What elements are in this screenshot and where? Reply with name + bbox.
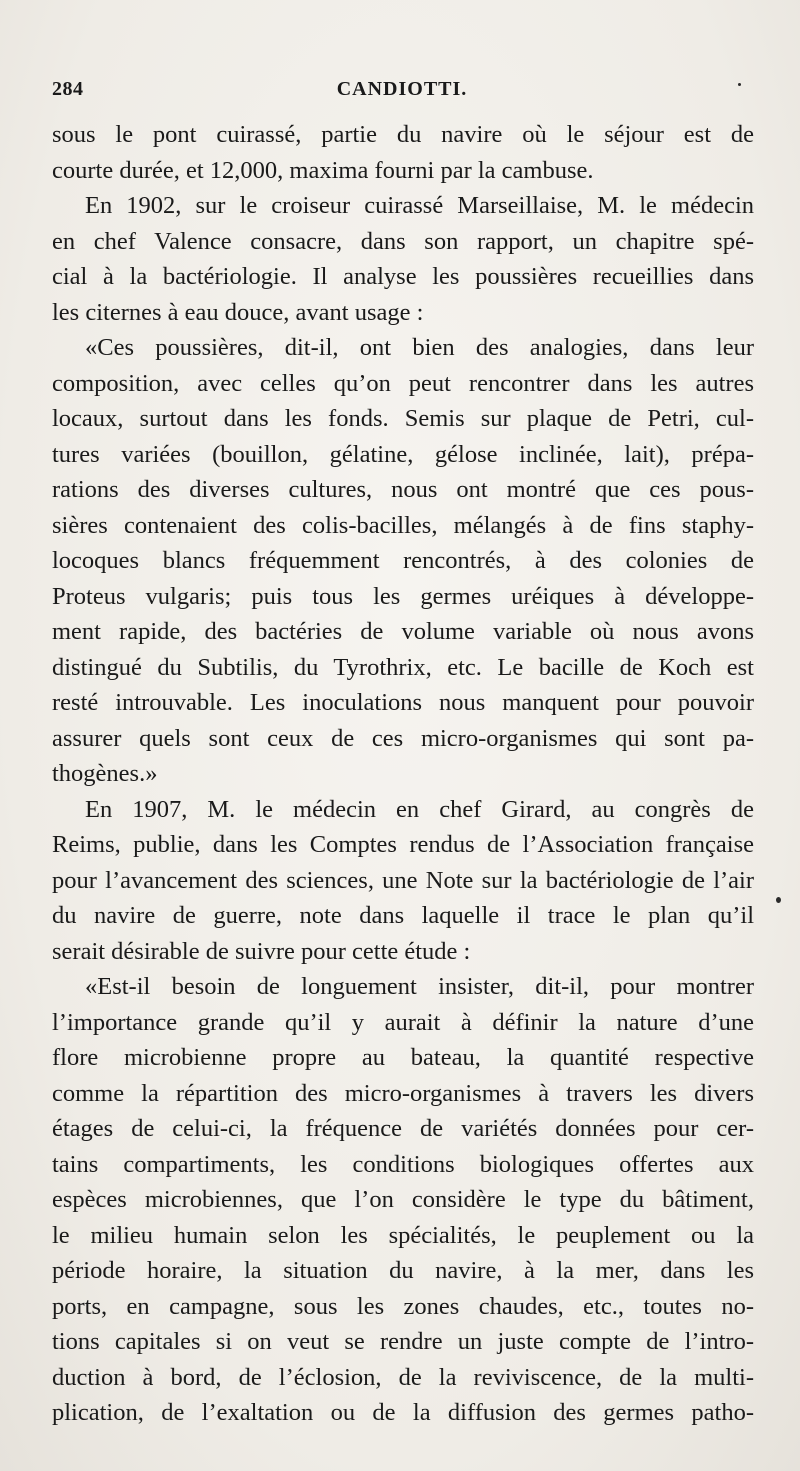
running-head: CANDIOTTI. [336,78,468,100]
text-line: cial à la bactériologie. Il analyse les poussières recueillies dans [52,263,754,290]
text-line: les citernes à eau douce, avant usage : [52,298,424,326]
text-line: étages de celui-ci, la fréquence de variétés données pour cer- [52,1115,754,1142]
text-line: rations des diverses cultures, nous ont montré que ces pous- [52,476,754,503]
body-text [52,117,754,1431]
text-line: resté introuvable. Les inoculations nous manquent pour pouvoir [52,689,754,716]
text-line: Reims, publie, dans les Comptes rendus de l’Association française [52,831,754,858]
text-line: En 1902, sur le croiseur cuirassé Marseillaise, M. le médecin [85,192,754,219]
text-line: comme la répartition des micro-organismes à travers les divers [52,1079,754,1107]
text-line: «Ces poussières, dit-il, ont bien des analogies, dans leur [85,334,754,361]
text-line: assurer quels sont ceux de ces micro-organismes qui sont pa- [52,724,754,752]
text-line: tions capitales si on veut se rendre un juste compte de l’intro- [52,1328,754,1355]
text-line: locaux, surtout dans les fonds. Semis sur plaque de Petri, cul- [52,405,754,432]
page-number: 284 [52,78,84,100]
text-line: locoques blancs fréquemment rencontrés, à des colonies de [52,547,754,574]
text-line: duction à bord, de l’éclosion, de la reviviscence, de la multi- [52,1363,754,1391]
text-line: composition, avec celles qu’on peut rencontrer dans les autres [52,369,754,397]
text-line: du navire de guerre, note dans laquelle il trace le plan qu’il [52,902,754,929]
text-line: espèces microbiennes, que l’on considère le type du bâtiment, [52,1186,754,1213]
text-line: Proteus vulgaris; puis tous les germes uréiques à développe- [52,582,754,610]
text-line: sous le pont cuirassé, partie du navire où le séjour est de [52,121,754,148]
text-line: le milieu humain selon les spécialités, le peuplement ou la [52,1221,754,1249]
text-line: ports, en campagne, sous les zones chaudes, etc., toutes no- [52,1292,754,1320]
text-line: serait désirable de suivre pour cette étude : [52,937,471,965]
text-line: thogènes.» [52,760,158,787]
text-line: sières contenaient des colis-bacilles, mélangés à de fins staphy- [52,511,754,539]
ink-speck [776,897,781,903]
text-line: tures variées (bouillon, gélatine, gélose inclinée, lait), prépa- [52,440,754,468]
ink-speck [738,83,741,86]
text-line: l’importance grande qu’il y aurait à définir la nature d’une [52,1008,754,1036]
text-line: période horaire, la situation du navire, à la mer, dans les [52,1257,754,1284]
text-line: pour l’avancement des sciences, une Note sur la bactériologie de l’air [52,866,754,894]
page-header [52,78,752,110]
text-line: en chef Valence consacre, dans son rapport, un chapitre spé- [52,227,754,255]
text-line: tains compartiments, les conditions biologiques offertes aux [52,1150,754,1178]
text-line: ment rapide, des bactéries de volume variable où nous avons [52,618,754,645]
text-line: courte durée, et 12,000, maxima fourni par la cambuse. [52,156,594,184]
text-line: distingué du Subtilis, du Tyrothrix, etc. Le bacille de Koch est [52,653,754,681]
text-line: plication, de l’exaltation ou de la diffusion des germes patho- [52,1399,754,1426]
text-line: flore microbienne propre au bateau, la quantité respective [52,1044,754,1071]
text-line: «Est-il besoin de longuement insister, dit-il, pour montrer [85,973,754,1000]
text-line: En 1907, M. le médecin en chef Girard, au congrès de [85,795,754,823]
